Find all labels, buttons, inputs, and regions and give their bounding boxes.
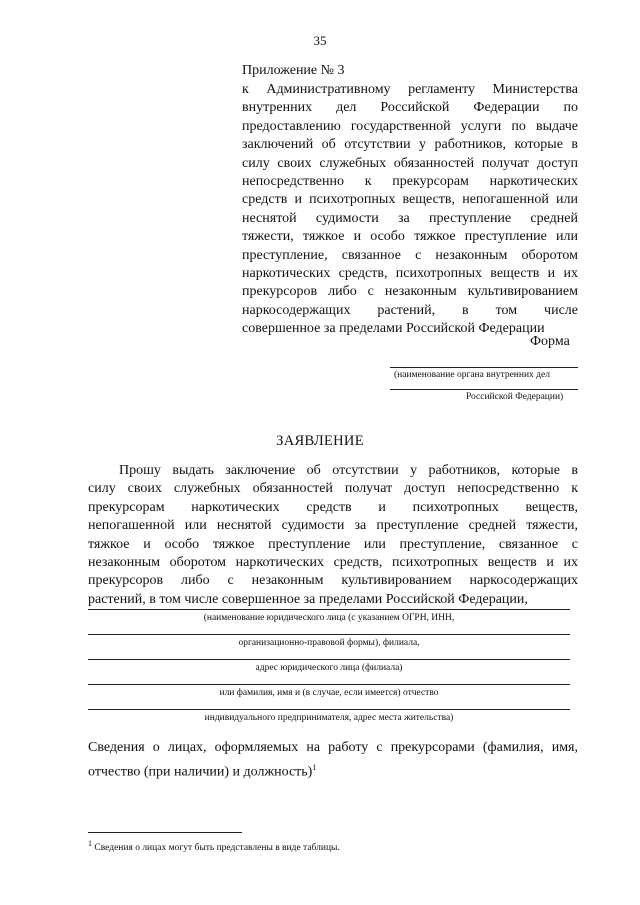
applicant-caption: адрес юридического лица (филиала)	[255, 663, 403, 673]
form-label: Форма	[530, 334, 570, 349]
request-line: растений, в том числе совершенное за пределами Российской Федерации,	[88, 591, 528, 607]
annex-line: средств и психотропных веществ, непогашенной или	[242, 192, 578, 208]
applicant-caption: или фамилия, имя и (в случае, если имеется) отчество	[219, 688, 439, 698]
footnote-separator	[88, 832, 242, 833]
info-line	[88, 758, 578, 782]
request-line: силу своих служебных обязанностей получат доступ непосредственно к	[88, 481, 578, 497]
applicant-field-line	[88, 634, 570, 635]
annex-line: силу своих служебных обязанностей получат доступ	[242, 155, 578, 171]
applicant-field-line	[88, 659, 570, 660]
request-line: Прошу выдать заключение об отсутствии у работников, которые в	[119, 463, 578, 478]
footnote	[88, 839, 340, 853]
request-line: тяжкое и особо тяжкое преступление или преступление, связанное с	[88, 536, 578, 552]
annex-line: наркотических средств, психотропных веществ и их	[242, 266, 578, 282]
annex-line: внутренних дел Российской Федерации по	[242, 100, 578, 116]
annex-line: предоставлению государственной услуги по выдаче	[242, 118, 578, 134]
annex-line: совершенное за пределами Российской Федерации	[242, 321, 545, 337]
annex-reference	[242, 81, 578, 339]
applicant-caption: организационно-правовой формы), филиала,	[238, 638, 420, 648]
annex-line: заключений об отсутствии у работников, которые в	[242, 137, 578, 153]
annex-line: преступление, связанное с незаконным оборотом	[242, 247, 578, 263]
authority-field-line	[390, 389, 578, 390]
authority-caption: (наименование органа внутренних дел	[394, 370, 550, 380]
annex-line: неснятой судимости за преступление средней	[242, 210, 578, 226]
authority-field-line	[390, 367, 578, 368]
info-line: Сведения о лицах, оформляемых на работу с прекурсорами (фамилия, имя,	[88, 740, 578, 755]
info-line-text: отчество (при наличии) и должность)	[88, 764, 313, 780]
annex-line: к Административному регламенту Министерства	[242, 82, 578, 97]
employee-info-request	[88, 738, 578, 782]
applicant-caption: индивидуального предпринимателя, адрес места жительства)	[204, 713, 454, 723]
request-line: прекурсорам наркотических средств и психотропных веществ,	[88, 499, 578, 515]
applicant-field-line	[88, 684, 570, 685]
applicant-field-line	[88, 709, 570, 710]
footnote-mark: 1	[88, 839, 92, 848]
authority-caption: Российской Федерации)	[466, 392, 564, 402]
annex-line: наркосодержащих растений, в том числе	[242, 302, 578, 318]
annex-line: прекурсоров либо с незаконным культивированием	[242, 284, 578, 300]
request-line: незаконным оборотом наркотических средств, психотропных веществ и их	[88, 555, 578, 571]
applicant-field-line	[88, 609, 570, 610]
annex-title: Приложение № 3	[242, 63, 345, 78]
applicant-caption: (наименование юридического лица (с указанием ОГРН, ИНН,	[203, 613, 455, 623]
footnote-reference: 1	[312, 762, 317, 772]
annex-line: непосредственно к прекурсорам наркотических	[242, 174, 578, 190]
page-number: 35	[313, 33, 327, 48]
document-heading: ЗАЯВЛЕНИЕ	[276, 433, 364, 449]
request-line: прекурсоров либо с незаконным культивированием наркосодержащих	[88, 573, 578, 589]
request-text	[88, 462, 578, 609]
footnote-text: Сведения о лицах могут быть представлены в виде таблицы.	[94, 843, 340, 854]
annex-line: тяжести, тяжкое и особо тяжкое преступление или	[242, 229, 578, 245]
request-line: непогашенной или неснятой судимости за преступление средней тяжести,	[88, 518, 578, 534]
